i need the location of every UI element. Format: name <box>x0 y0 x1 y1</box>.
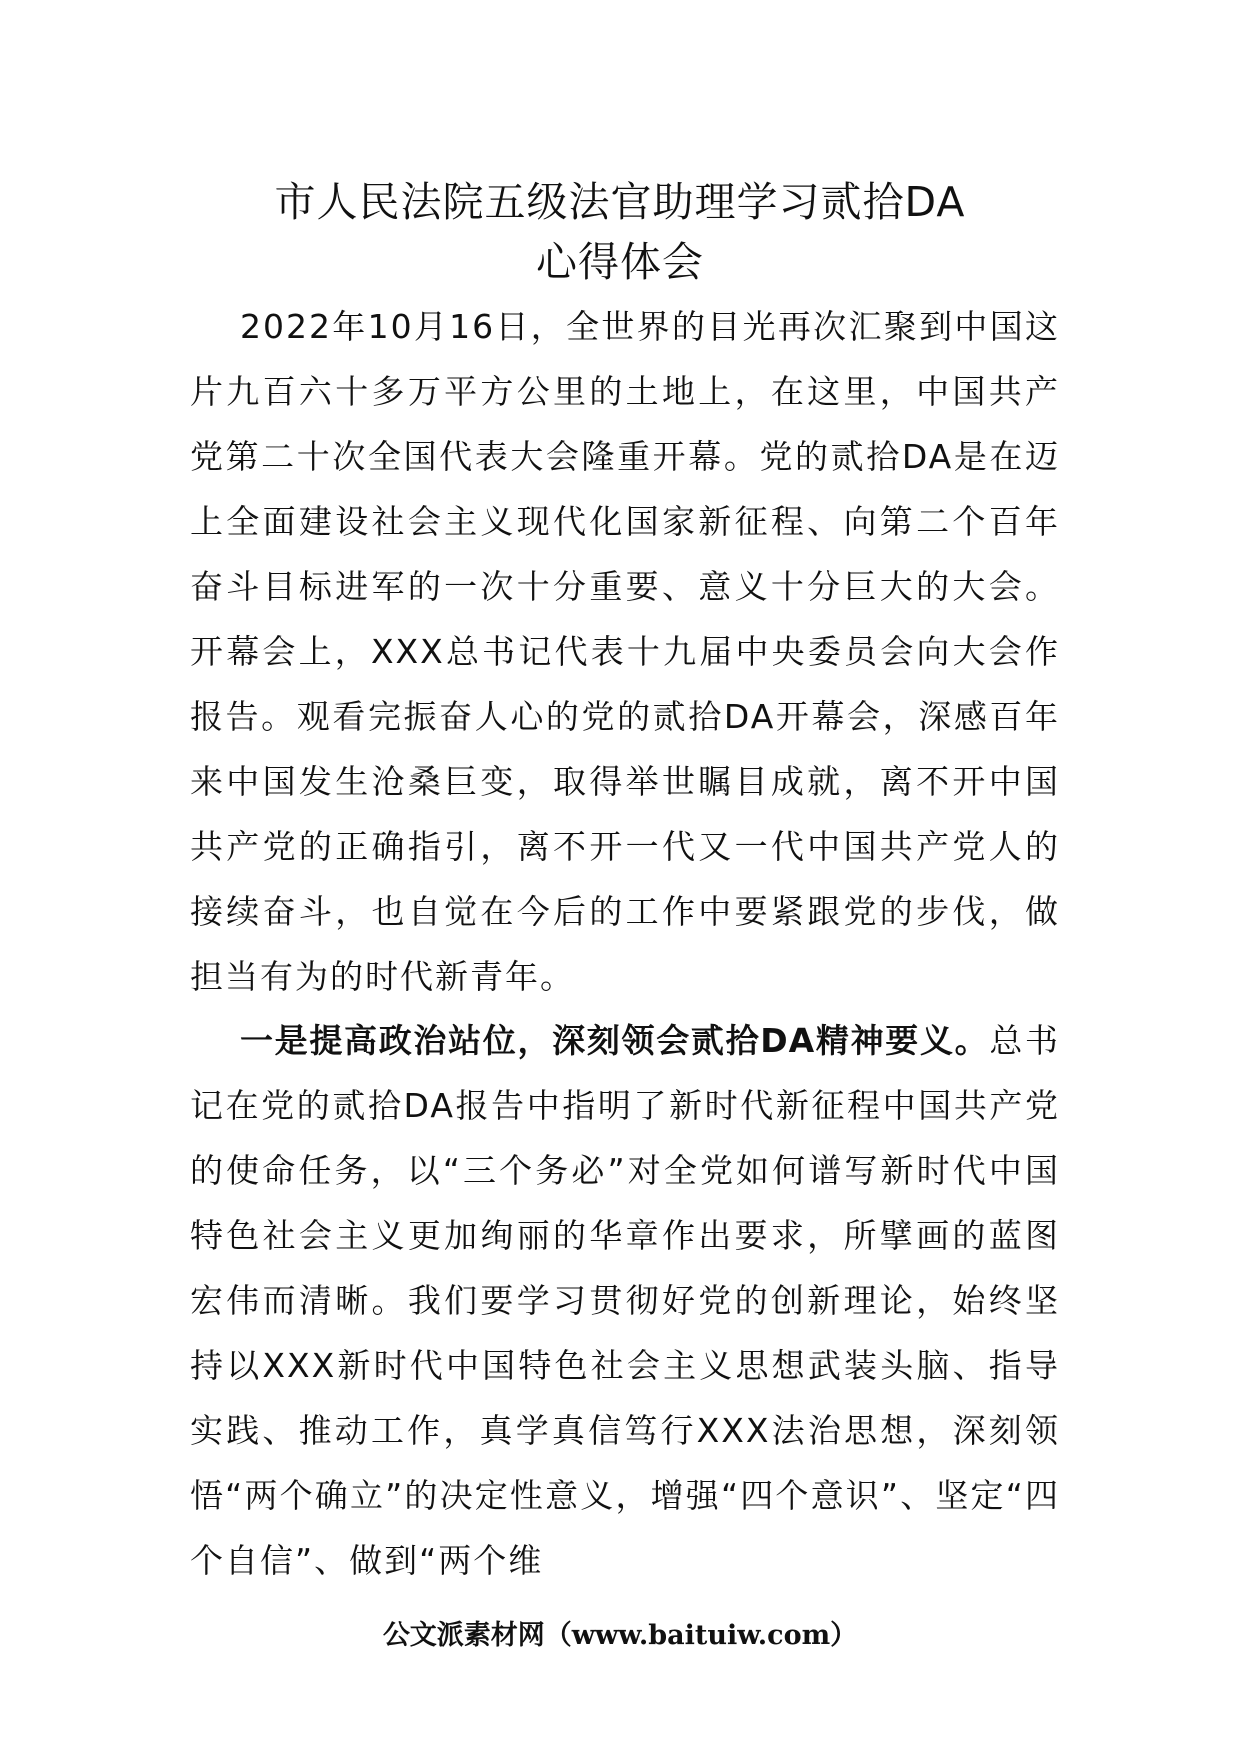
paragraph-2 <box>190 1008 1060 1593</box>
paragraph-2-body: 总书记在党的贰拾DA报告中指明了新时代新征程中国共产党的使命任务，以“三个务必”对全党如何谱写新时代中国特色社会主义更加绚丽的华章作出要求，所擘画的蓝图宏伟而清晰。我们要学习贯彻好党的创新理论，始终坚持以XXX新时代中国特色社会主义思想武装头脑、指导实践、推动工作，真学真信笃行XXX法治思想，深刻领悟“两个确立”的决定性意义，增强“四个意识”、坚定“四个自信”、做到“两个维 <box>190 1021 1060 1580</box>
document-title-line-1: 市人民法院五级法官助理学习贰拾DA <box>274 178 966 226</box>
document-title-line-2: 心得体会 <box>536 238 704 286</box>
paragraph-1: 2022年10月16日，全世界的目光再次汇聚到中国这片九百六十多万平方公里的土地上，在这里，中国共产党第二十次全国代表大会隆重开幕。党的贰拾DA是在迈上全面建设社会主义现代化国家新征程、向第二个百年奋斗目标进军的一次十分重要、意义十分巨大的大会。开幕会上，XXX总书记代表十九届中央委员会向大会作报告。观看完振奋人心的党的贰拾DA开幕会，深感百年来中国发生沧桑巨变，取得举世瞩目成就，离不开中国共产党的正确指引，离不开一代又一代中国共产党人的接续奋斗，也自觉在今后的工作中要紧跟党的步伐，做担当有为的时代新青年。 <box>190 307 1060 996</box>
footer-source: 公文派素材网（www.baituiw.com） <box>382 1620 858 1651</box>
paragraph-2-lead: 一是提高政治站位，深刻领会贰拾DA精神要义。 <box>240 1021 990 1060</box>
